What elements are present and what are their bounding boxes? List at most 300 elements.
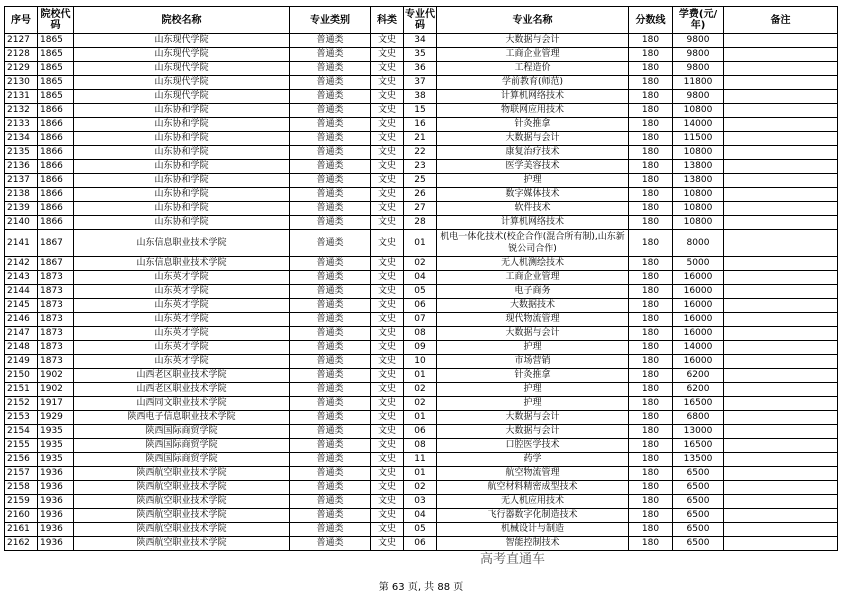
cell-major-code: 04 [404, 271, 437, 285]
cell-seq: 2130 [5, 76, 38, 90]
cell-major-name: 大数据与会计 [437, 411, 629, 425]
cell-cutoff: 180 [629, 537, 673, 551]
cell-subject: 文史 [371, 216, 404, 230]
cell-major-code: 10 [404, 355, 437, 369]
col-header-remarks: 备注 [724, 7, 838, 34]
cell-cutoff: 180 [629, 146, 673, 160]
cell-category: 普通类 [290, 397, 371, 411]
col-header-seq: 序号 [5, 7, 38, 34]
cell-remarks [724, 62, 838, 76]
cell-major-name: 智能控制技术 [437, 537, 629, 551]
cell-seq: 2127 [5, 34, 38, 48]
cell-school-code: 1936 [38, 509, 74, 523]
cell-tuition: 10800 [673, 216, 724, 230]
cell-cutoff: 180 [629, 299, 673, 313]
cell-school-code: 1866 [38, 132, 74, 146]
cell-seq: 2154 [5, 425, 38, 439]
cell-cutoff: 180 [629, 62, 673, 76]
cell-school-code: 1873 [38, 313, 74, 327]
cell-major-name: 机电一体化技术(校企合作(混合所有制),山东新锐公司合作) [437, 230, 629, 257]
cell-subject: 文史 [371, 160, 404, 174]
table-row [5, 313, 838, 327]
cell-major-code: 25 [404, 174, 437, 188]
cell-subject: 文史 [371, 174, 404, 188]
cell-major-code: 09 [404, 341, 437, 355]
table-row [5, 383, 838, 397]
cell-remarks [724, 495, 838, 509]
col-header-school-name: 院校名称 [74, 7, 290, 34]
cell-cutoff: 180 [629, 509, 673, 523]
cell-major-code: 34 [404, 34, 437, 48]
cell-cutoff: 180 [629, 160, 673, 174]
cell-school-name: 山东协和学院 [74, 160, 290, 174]
cell-cutoff: 180 [629, 34, 673, 48]
cell-remarks [724, 453, 838, 467]
cell-major-code: 27 [404, 202, 437, 216]
cell-major-code: 36 [404, 62, 437, 76]
cell-school-code: 1865 [38, 90, 74, 104]
cell-major-name: 市场营销 [437, 355, 629, 369]
cell-subject: 文史 [371, 62, 404, 76]
cell-category: 普通类 [290, 34, 371, 48]
cell-seq: 2133 [5, 118, 38, 132]
table-row [5, 118, 838, 132]
col-header-category: 专业类别 [290, 7, 371, 34]
cell-seq: 2142 [5, 257, 38, 271]
cell-major-code: 02 [404, 257, 437, 271]
cell-cutoff: 180 [629, 397, 673, 411]
cell-tuition: 16500 [673, 439, 724, 453]
table-row [5, 439, 838, 453]
cell-remarks [724, 174, 838, 188]
cell-subject: 文史 [371, 285, 404, 299]
cell-tuition: 8000 [673, 230, 724, 257]
cell-remarks [724, 271, 838, 285]
table-row [5, 327, 838, 341]
table-row [5, 495, 838, 509]
cell-cutoff: 180 [629, 174, 673, 188]
cell-school-name: 山东英才学院 [74, 341, 290, 355]
cell-cutoff: 180 [629, 495, 673, 509]
cell-school-name: 山东现代学院 [74, 48, 290, 62]
cell-category: 普通类 [290, 495, 371, 509]
cell-major-code: 05 [404, 523, 437, 537]
cell-major-name: 大数据技术 [437, 299, 629, 313]
cell-major-name: 护理 [437, 397, 629, 411]
cell-school-code: 1866 [38, 174, 74, 188]
cell-seq: 2134 [5, 132, 38, 146]
table-row [5, 257, 838, 271]
cell-major-code: 38 [404, 90, 437, 104]
cell-major-name: 工商企业管理 [437, 271, 629, 285]
cell-subject: 文史 [371, 257, 404, 271]
cell-major-code: 37 [404, 76, 437, 90]
cell-school-code: 1936 [38, 481, 74, 495]
cell-category: 普通类 [290, 230, 371, 257]
cell-category: 普通类 [290, 299, 371, 313]
cell-cutoff: 180 [629, 257, 673, 271]
cell-subject: 文史 [371, 146, 404, 160]
cell-cutoff: 180 [629, 188, 673, 202]
cell-major-name: 电子商务 [437, 285, 629, 299]
cell-remarks [724, 523, 838, 537]
cell-subject: 文史 [371, 383, 404, 397]
cell-school-name: 山东英才学院 [74, 299, 290, 313]
cell-cutoff: 180 [629, 285, 673, 299]
table-row [5, 271, 838, 285]
cell-cutoff: 180 [629, 481, 673, 495]
cell-school-code: 1936 [38, 495, 74, 509]
cell-cutoff: 180 [629, 341, 673, 355]
cell-school-name: 陕西航空职业技术学院 [74, 509, 290, 523]
cell-remarks [724, 299, 838, 313]
table-row [5, 537, 838, 551]
cell-tuition: 10800 [673, 202, 724, 216]
cell-subject: 文史 [371, 467, 404, 481]
cell-school-code: 1865 [38, 34, 74, 48]
table-row [5, 523, 838, 537]
cell-cutoff: 180 [629, 439, 673, 453]
cell-major-name: 数字媒体技术 [437, 188, 629, 202]
col-header-subject: 科类 [371, 7, 404, 34]
header-row [5, 7, 838, 34]
cell-remarks [724, 285, 838, 299]
cell-school-name: 陕西航空职业技术学院 [74, 495, 290, 509]
cell-subject: 文史 [371, 34, 404, 48]
cell-major-name: 大数据与会计 [437, 327, 629, 341]
cell-remarks [724, 369, 838, 383]
cell-subject: 文史 [371, 202, 404, 216]
cell-seq: 2141 [5, 230, 38, 257]
cell-school-code: 1866 [38, 104, 74, 118]
cell-remarks [724, 537, 838, 551]
cell-remarks [724, 397, 838, 411]
cell-tuition: 6500 [673, 523, 724, 537]
cell-category: 普通类 [290, 509, 371, 523]
cell-category: 普通类 [290, 271, 371, 285]
cell-school-code: 1866 [38, 118, 74, 132]
cell-cutoff: 180 [629, 90, 673, 104]
cell-school-code: 1866 [38, 216, 74, 230]
cell-tuition: 9800 [673, 34, 724, 48]
cell-subject: 文史 [371, 355, 404, 369]
cell-major-code: 11 [404, 453, 437, 467]
cell-seq: 2146 [5, 313, 38, 327]
cell-category: 普通类 [290, 257, 371, 271]
table-row [5, 202, 838, 216]
cell-school-code: 1873 [38, 299, 74, 313]
col-header-tuition: 学费(元/年) [673, 7, 724, 34]
cell-major-code: 01 [404, 230, 437, 257]
cell-category: 普通类 [290, 481, 371, 495]
cell-school-code: 1873 [38, 285, 74, 299]
cell-tuition: 16000 [673, 355, 724, 369]
table-row [5, 411, 838, 425]
cell-major-code: 26 [404, 188, 437, 202]
cell-school-name: 山东英才学院 [74, 271, 290, 285]
cell-major-code: 06 [404, 537, 437, 551]
cell-major-name: 大数据与会计 [437, 132, 629, 146]
table-row [5, 509, 838, 523]
table-row [5, 132, 838, 146]
cell-school-name: 陕西国际商贸学院 [74, 453, 290, 467]
table-row [5, 453, 838, 467]
table-row [5, 76, 838, 90]
cell-cutoff: 180 [629, 230, 673, 257]
cell-school-name: 陕西电子信息职业技术学院 [74, 411, 290, 425]
cell-seq: 2140 [5, 216, 38, 230]
cell-subject: 文史 [371, 509, 404, 523]
cell-remarks [724, 76, 838, 90]
table-row [5, 397, 838, 411]
cell-tuition: 5000 [673, 257, 724, 271]
cell-seq: 2145 [5, 299, 38, 313]
cell-subject: 文史 [371, 313, 404, 327]
cell-major-code: 07 [404, 313, 437, 327]
cell-school-code: 1902 [38, 369, 74, 383]
cell-seq: 2143 [5, 271, 38, 285]
cell-tuition: 16000 [673, 327, 724, 341]
cell-school-name: 山东信息职业技术学院 [74, 257, 290, 271]
table-row [5, 104, 838, 118]
cell-remarks [724, 132, 838, 146]
cell-tuition: 9800 [673, 48, 724, 62]
cell-major-code: 28 [404, 216, 437, 230]
table-row [5, 341, 838, 355]
cell-major-name: 计算机网络技术 [437, 90, 629, 104]
cell-tuition: 16000 [673, 271, 724, 285]
cell-major-name: 药学 [437, 453, 629, 467]
cell-major-code: 23 [404, 160, 437, 174]
cell-remarks [724, 216, 838, 230]
cell-cutoff: 180 [629, 327, 673, 341]
cell-school-name: 山东英才学院 [74, 327, 290, 341]
cell-school-name: 山东英才学院 [74, 313, 290, 327]
cell-school-code: 1935 [38, 453, 74, 467]
cell-major-name: 工商企业管理 [437, 48, 629, 62]
cell-tuition: 6500 [673, 537, 724, 551]
cell-remarks [724, 118, 838, 132]
cell-major-name: 软件技术 [437, 202, 629, 216]
cell-remarks [724, 230, 838, 257]
cell-cutoff: 180 [629, 369, 673, 383]
cell-major-code: 02 [404, 481, 437, 495]
cell-category: 普通类 [290, 327, 371, 341]
cell-school-name: 山西同文职业技术学院 [74, 397, 290, 411]
cell-major-name: 康复治疗技术 [437, 146, 629, 160]
cell-major-name: 机械设计与制造 [437, 523, 629, 537]
cell-school-name: 陕西国际商贸学院 [74, 425, 290, 439]
cell-seq: 2131 [5, 90, 38, 104]
cell-seq: 2129 [5, 62, 38, 76]
cell-category: 普通类 [290, 341, 371, 355]
cell-major-name: 针灸推拿 [437, 118, 629, 132]
cell-major-name: 无人机测绘技术 [437, 257, 629, 271]
cell-category: 普通类 [290, 48, 371, 62]
cell-seq: 2138 [5, 188, 38, 202]
cell-major-code: 08 [404, 327, 437, 341]
cell-tuition: 16500 [673, 397, 724, 411]
cell-category: 普通类 [290, 146, 371, 160]
cell-tuition: 6500 [673, 509, 724, 523]
cell-school-code: 1867 [38, 230, 74, 257]
cell-subject: 文史 [371, 341, 404, 355]
cell-cutoff: 180 [629, 118, 673, 132]
cell-major-name: 现代物流管理 [437, 313, 629, 327]
table-row [5, 467, 838, 481]
cell-tuition: 14000 [673, 341, 724, 355]
cell-seq: 2148 [5, 341, 38, 355]
cell-subject: 文史 [371, 537, 404, 551]
cell-subject: 文史 [371, 439, 404, 453]
cell-school-name: 陕西航空职业技术学院 [74, 481, 290, 495]
table-row [5, 48, 838, 62]
cell-remarks [724, 383, 838, 397]
cell-remarks [724, 341, 838, 355]
cell-seq: 2139 [5, 202, 38, 216]
table-row [5, 188, 838, 202]
cell-seq: 2150 [5, 369, 38, 383]
cell-subject: 文史 [371, 299, 404, 313]
cell-remarks [724, 509, 838, 523]
cell-category: 普通类 [290, 537, 371, 551]
cell-school-name: 山东英才学院 [74, 285, 290, 299]
cell-category: 普通类 [290, 411, 371, 425]
cell-school-name: 陕西航空职业技术学院 [74, 523, 290, 537]
cell-subject: 文史 [371, 481, 404, 495]
cell-subject: 文史 [371, 104, 404, 118]
cell-category: 普通类 [290, 467, 371, 481]
cell-major-name: 学前教育(师范) [437, 76, 629, 90]
cell-cutoff: 180 [629, 467, 673, 481]
cell-seq: 2156 [5, 453, 38, 467]
table-row [5, 146, 838, 160]
cell-major-name: 工程造价 [437, 62, 629, 76]
cell-school-name: 山东协和学院 [74, 216, 290, 230]
cell-cutoff: 180 [629, 132, 673, 146]
cell-tuition: 10800 [673, 104, 724, 118]
cell-cutoff: 180 [629, 202, 673, 216]
cell-school-name: 陕西航空职业技术学院 [74, 537, 290, 551]
cell-school-code: 1936 [38, 467, 74, 481]
cell-school-code: 1866 [38, 160, 74, 174]
cell-school-code: 1873 [38, 355, 74, 369]
cell-seq: 2157 [5, 467, 38, 481]
cell-category: 普通类 [290, 439, 371, 453]
cell-subject: 文史 [371, 48, 404, 62]
cell-school-code: 1865 [38, 48, 74, 62]
cell-tuition: 10800 [673, 146, 724, 160]
cell-school-name: 山东协和学院 [74, 104, 290, 118]
cell-category: 普通类 [290, 313, 371, 327]
cell-category: 普通类 [290, 355, 371, 369]
cell-seq: 2153 [5, 411, 38, 425]
cell-major-name: 航空材料精密成型技术 [437, 481, 629, 495]
table-row [5, 62, 838, 76]
cell-school-code: 1866 [38, 188, 74, 202]
col-header-major-name: 专业名称 [437, 7, 629, 34]
cell-school-code: 1873 [38, 271, 74, 285]
cell-category: 普通类 [290, 104, 371, 118]
cell-major-name: 大数据与会计 [437, 34, 629, 48]
cell-school-code: 1867 [38, 257, 74, 271]
table-row [5, 285, 838, 299]
cell-seq: 2137 [5, 174, 38, 188]
cell-seq: 2136 [5, 160, 38, 174]
cell-category: 普通类 [290, 425, 371, 439]
cell-school-name: 山东英才学院 [74, 355, 290, 369]
cell-major-code: 03 [404, 495, 437, 509]
cell-major-code: 15 [404, 104, 437, 118]
cell-subject: 文史 [371, 327, 404, 341]
cell-remarks [724, 146, 838, 160]
cell-seq: 2151 [5, 383, 38, 397]
cell-major-name: 飞行器数字化制造技术 [437, 509, 629, 523]
cell-category: 普通类 [290, 369, 371, 383]
table-row [5, 425, 838, 439]
cell-subject: 文史 [371, 411, 404, 425]
cell-school-name: 山东协和学院 [74, 202, 290, 216]
cell-school-code: 1935 [38, 439, 74, 453]
cell-cutoff: 180 [629, 48, 673, 62]
cell-cutoff: 180 [629, 271, 673, 285]
cell-category: 普通类 [290, 453, 371, 467]
cell-tuition: 9800 [673, 90, 724, 104]
cell-tuition: 13800 [673, 160, 724, 174]
cell-subject: 文史 [371, 188, 404, 202]
cell-school-name: 山东信息职业技术学院 [74, 230, 290, 257]
table-row [5, 216, 838, 230]
cell-remarks [724, 467, 838, 481]
cell-major-name: 口腔医学技术 [437, 439, 629, 453]
cell-remarks [724, 327, 838, 341]
cell-school-code: 1866 [38, 146, 74, 160]
cell-school-name: 陕西国际商贸学院 [74, 439, 290, 453]
cell-cutoff: 180 [629, 411, 673, 425]
cell-seq: 2144 [5, 285, 38, 299]
cell-category: 普通类 [290, 90, 371, 104]
cell-school-name: 山东协和学院 [74, 146, 290, 160]
cell-major-name: 计算机网络技术 [437, 216, 629, 230]
cell-school-code: 1866 [38, 202, 74, 216]
cell-tuition: 13000 [673, 425, 724, 439]
cell-tuition: 6200 [673, 369, 724, 383]
col-header-major-code: 专业代码 [404, 7, 437, 34]
cell-tuition: 10800 [673, 188, 724, 202]
cell-school-code: 1935 [38, 425, 74, 439]
cell-seq: 2135 [5, 146, 38, 160]
cell-subject: 文史 [371, 495, 404, 509]
cell-remarks [724, 202, 838, 216]
cell-school-code: 1865 [38, 76, 74, 90]
cell-major-code: 02 [404, 397, 437, 411]
cell-major-name: 护理 [437, 174, 629, 188]
cell-seq: 2158 [5, 481, 38, 495]
cell-category: 普通类 [290, 118, 371, 132]
cell-category: 普通类 [290, 188, 371, 202]
cell-tuition: 6200 [673, 383, 724, 397]
cell-major-name: 医学美容技术 [437, 160, 629, 174]
cell-school-name: 山东协和学院 [74, 174, 290, 188]
cell-school-name: 山西老区职业技术学院 [74, 383, 290, 397]
cell-seq: 2161 [5, 523, 38, 537]
cell-major-code: 06 [404, 425, 437, 439]
cell-school-code: 1873 [38, 327, 74, 341]
table-row [5, 160, 838, 174]
table-row [5, 90, 838, 104]
cell-school-code: 1873 [38, 341, 74, 355]
table-row [5, 230, 838, 257]
